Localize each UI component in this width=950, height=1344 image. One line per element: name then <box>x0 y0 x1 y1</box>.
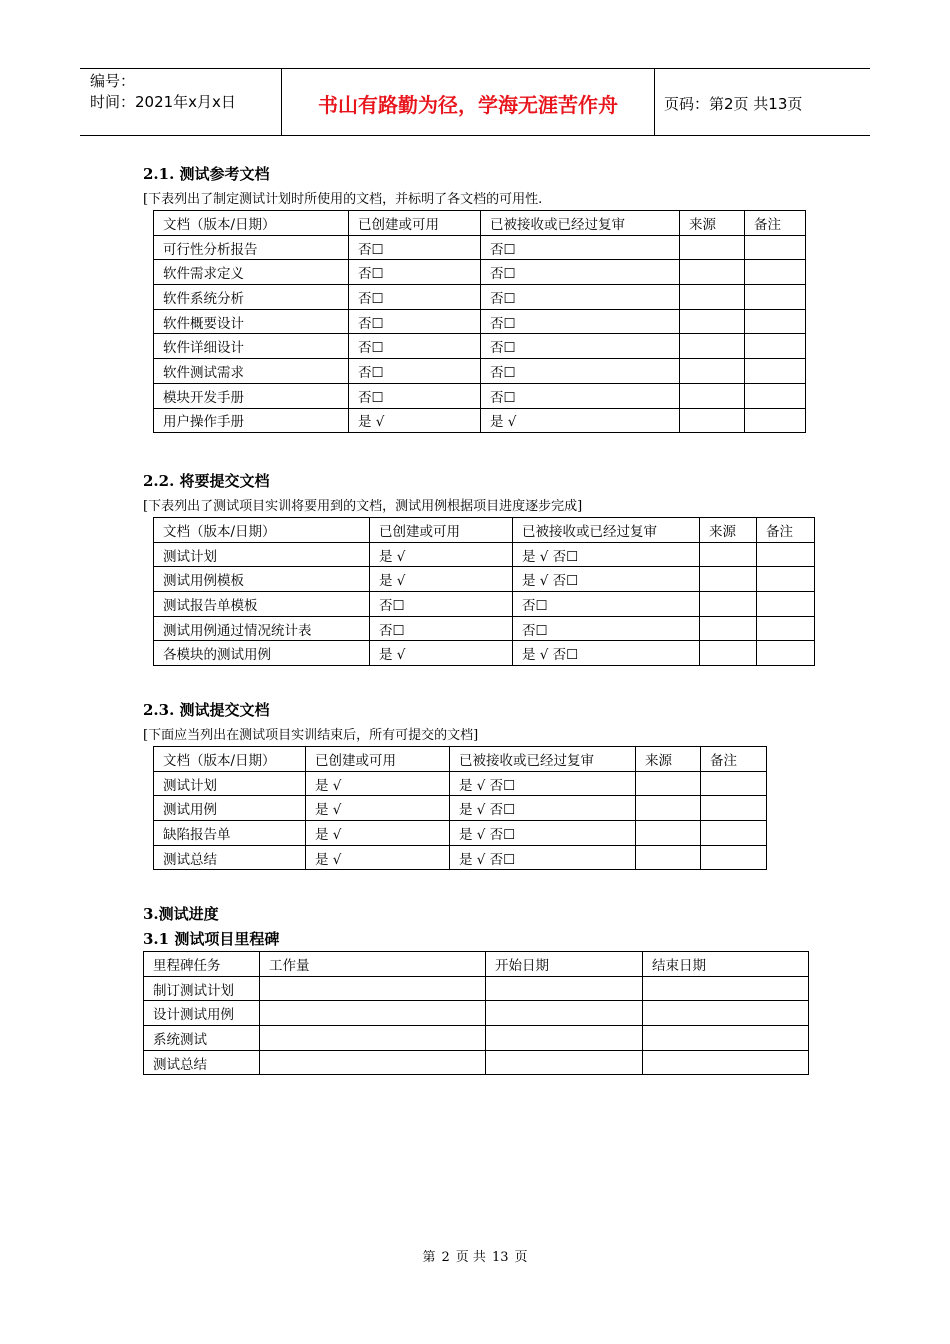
table-cell <box>260 976 486 1001</box>
table-cell: 是 √ 否☐ <box>450 821 636 846</box>
table-cell <box>680 260 745 285</box>
footer-suffix: 页 <box>514 1250 528 1265</box>
table-cell: 备注 <box>745 211 806 236</box>
table-cell: 软件详细设计 <box>154 334 349 359</box>
header-slogan: 书山有路勤为径，学海无涯苦作舟 <box>282 69 655 135</box>
table-cell <box>757 592 815 617</box>
page-header <box>80 68 870 136</box>
table-cell: 是 √ 否☐ <box>450 771 636 796</box>
table-cell <box>701 771 767 796</box>
table-cell: 已创建或可用 <box>349 211 481 236</box>
table-cell <box>680 334 745 359</box>
table-cell <box>700 567 757 592</box>
table-cell <box>643 1001 809 1026</box>
footer-prefix: 第 <box>422 1250 436 1265</box>
table-cell <box>486 1001 643 1026</box>
table-cell <box>680 235 745 260</box>
table-cell <box>680 408 745 433</box>
table-cell <box>745 334 806 359</box>
table-cell: 否☐ <box>481 383 680 408</box>
table-cell <box>643 976 809 1001</box>
table-cell: 是 √ <box>370 567 513 592</box>
milestone-table <box>143 951 809 1075</box>
table-cell <box>701 796 767 821</box>
page-footer <box>0 1246 950 1265</box>
table-cell <box>745 235 806 260</box>
table-row <box>154 567 815 592</box>
table-cell: 文档（版本/日期） <box>154 518 370 543</box>
document-number: 编号： <box>90 72 136 90</box>
section-note-2-2: [下表列出了测试项目实训将要用到的文档，测试用例根据项目进度逐步完成] <box>143 499 583 514</box>
table-row <box>154 542 815 567</box>
table-cell: 否☐ <box>481 309 680 334</box>
table-cell: 文档（版本/日期） <box>154 211 349 236</box>
table-cell: 否☐ <box>349 334 481 359</box>
table-cell <box>643 1050 809 1075</box>
section-title-3: 3.测试进度 <box>143 905 219 923</box>
table-cell <box>486 976 643 1001</box>
table-cell: 否☐ <box>481 285 680 310</box>
table-cell: 否☐ <box>481 359 680 384</box>
table-row <box>154 383 806 408</box>
table-row <box>154 285 806 310</box>
table-cell <box>757 567 815 592</box>
table-cell <box>260 1050 486 1075</box>
table-header-row <box>154 518 815 543</box>
delivered-docs-table <box>153 746 767 870</box>
table-cell: 制订测试计划 <box>144 976 260 1001</box>
table-cell <box>745 309 806 334</box>
table-cell: 是 √ <box>370 641 513 666</box>
header-meta <box>80 69 282 135</box>
table-cell: 软件需求定义 <box>154 260 349 285</box>
table-cell: 已被接收或已经过复审 <box>513 518 700 543</box>
table-cell <box>757 542 815 567</box>
table-cell <box>636 821 701 846</box>
table-cell: 各模块的测试用例 <box>154 641 370 666</box>
footer-page-total: 13 <box>491 1250 509 1265</box>
table-cell: 是 √ 否☐ <box>450 796 636 821</box>
table-cell <box>636 845 701 870</box>
table-row <box>154 845 767 870</box>
table-cell: 测试总结 <box>144 1050 260 1075</box>
table-cell: 是 √ <box>481 408 680 433</box>
table-cell: 是 √ <box>306 771 450 796</box>
header-page-info: 页码：第2页 共13页 <box>664 95 803 113</box>
table-cell <box>700 542 757 567</box>
table-row <box>144 1026 809 1051</box>
table-row <box>154 821 767 846</box>
table-cell: 测试用例通过情况统计表 <box>154 616 370 641</box>
table-cell: 否☐ <box>481 260 680 285</box>
table-cell: 软件测试需求 <box>154 359 349 384</box>
table-cell <box>636 771 701 796</box>
table-cell: 测试计划 <box>154 542 370 567</box>
table-row <box>154 334 806 359</box>
table-cell: 否☐ <box>370 616 513 641</box>
table-cell: 已被接收或已经过复审 <box>450 747 636 772</box>
document-date: 时间：2021年x月x日 <box>90 93 236 111</box>
table-cell <box>260 1026 486 1051</box>
table-cell: 否☐ <box>349 235 481 260</box>
table-cell: 里程碑任务 <box>144 952 260 977</box>
table-cell <box>680 383 745 408</box>
table-row <box>154 616 815 641</box>
table-header-row <box>144 952 809 977</box>
table-cell: 结束日期 <box>643 952 809 977</box>
table-cell <box>680 309 745 334</box>
table-header-row <box>154 747 767 772</box>
table-cell: 否☐ <box>349 260 481 285</box>
table-cell: 已被接收或已经过复审 <box>481 211 680 236</box>
table-cell <box>745 359 806 384</box>
table-cell: 否☐ <box>349 359 481 384</box>
table-cell <box>643 1026 809 1051</box>
table-cell <box>745 260 806 285</box>
table-cell <box>680 359 745 384</box>
footer-mid: 页 共 <box>455 1250 486 1265</box>
table-cell <box>700 592 757 617</box>
section-note-2-1: [下表列出了制定测试计划时所使用的文档，并标明了各文档的可用性. <box>143 192 543 207</box>
table-cell: 否☐ <box>513 592 700 617</box>
table-cell <box>486 1026 643 1051</box>
table-row <box>144 976 809 1001</box>
table-cell: 用户操作手册 <box>154 408 349 433</box>
table-cell: 是 √ <box>349 408 481 433</box>
table-cell <box>757 616 815 641</box>
table-cell: 否☐ <box>349 383 481 408</box>
table-cell: 备注 <box>701 747 767 772</box>
table-cell: 是 √ 否☐ <box>450 845 636 870</box>
table-cell <box>745 408 806 433</box>
table-cell: 否☐ <box>481 334 680 359</box>
table-cell: 是 √ <box>306 796 450 821</box>
table-cell: 开始日期 <box>486 952 643 977</box>
table-cell: 是 √ <box>306 821 450 846</box>
table-row <box>154 359 806 384</box>
table-cell: 已创建或可用 <box>306 747 450 772</box>
section-title-3-1: 3.1 测试项目里程碑 <box>143 930 280 948</box>
table-cell <box>636 796 701 821</box>
table-cell: 测试报告单模板 <box>154 592 370 617</box>
table-cell: 是 √ <box>306 845 450 870</box>
table-row <box>154 771 767 796</box>
table-row <box>154 796 767 821</box>
table-row <box>154 408 806 433</box>
footer-page-number: 2 <box>441 1250 450 1265</box>
table-cell: 测试总结 <box>154 845 306 870</box>
table-cell: 否☐ <box>481 235 680 260</box>
table-row <box>144 1050 809 1075</box>
table-cell <box>745 285 806 310</box>
table-cell <box>700 641 757 666</box>
table-cell: 来源 <box>680 211 745 236</box>
table-row <box>154 235 806 260</box>
table-cell: 文档（版本/日期） <box>154 747 306 772</box>
table-row <box>154 309 806 334</box>
table-cell: 来源 <box>700 518 757 543</box>
table-cell: 备注 <box>757 518 815 543</box>
submit-docs-table <box>153 517 815 666</box>
table-cell: 已创建或可用 <box>370 518 513 543</box>
table-cell: 来源 <box>636 747 701 772</box>
table-cell: 是 √ 否☐ <box>513 542 700 567</box>
section-title-2-1: 2.1. 测试参考文档 <box>143 165 270 183</box>
table-cell: 否☐ <box>513 616 700 641</box>
table-row <box>154 592 815 617</box>
section-note-2-3: [下面应当列出在测试项目实训结束后，所有可提交的文档] <box>143 728 479 743</box>
table-cell: 软件概要设计 <box>154 309 349 334</box>
table-cell: 系统测试 <box>144 1026 260 1051</box>
table-cell: 否☐ <box>349 285 481 310</box>
table-row <box>154 260 806 285</box>
table-cell <box>486 1050 643 1075</box>
table-cell <box>701 845 767 870</box>
table-cell: 否☐ <box>370 592 513 617</box>
table-cell: 测试计划 <box>154 771 306 796</box>
table-cell: 否☐ <box>349 309 481 334</box>
table-row <box>144 1001 809 1026</box>
table-cell <box>700 616 757 641</box>
table-cell: 设计测试用例 <box>144 1001 260 1026</box>
table-cell <box>701 821 767 846</box>
table-row <box>154 641 815 666</box>
table-cell <box>745 383 806 408</box>
table-cell: 是 √ 否☐ <box>513 567 700 592</box>
section-title-2-3: 2.3. 测试提交文档 <box>143 701 270 719</box>
table-cell: 测试用例模板 <box>154 567 370 592</box>
table-cell: 是 √ <box>370 542 513 567</box>
table-cell: 测试用例 <box>154 796 306 821</box>
table-cell: 软件系统分析 <box>154 285 349 310</box>
section-title-2-2: 2.2. 将要提交文档 <box>143 472 270 490</box>
table-cell: 缺陷报告单 <box>154 821 306 846</box>
table-cell <box>260 1001 486 1026</box>
table-header-row <box>154 211 806 236</box>
table-cell: 模块开发手册 <box>154 383 349 408</box>
table-cell: 工作量 <box>260 952 486 977</box>
table-cell <box>680 285 745 310</box>
table-cell: 可行性分析报告 <box>154 235 349 260</box>
table-cell: 是 √ 否☐ <box>513 641 700 666</box>
reference-docs-table <box>153 210 806 433</box>
table-cell <box>757 641 815 666</box>
